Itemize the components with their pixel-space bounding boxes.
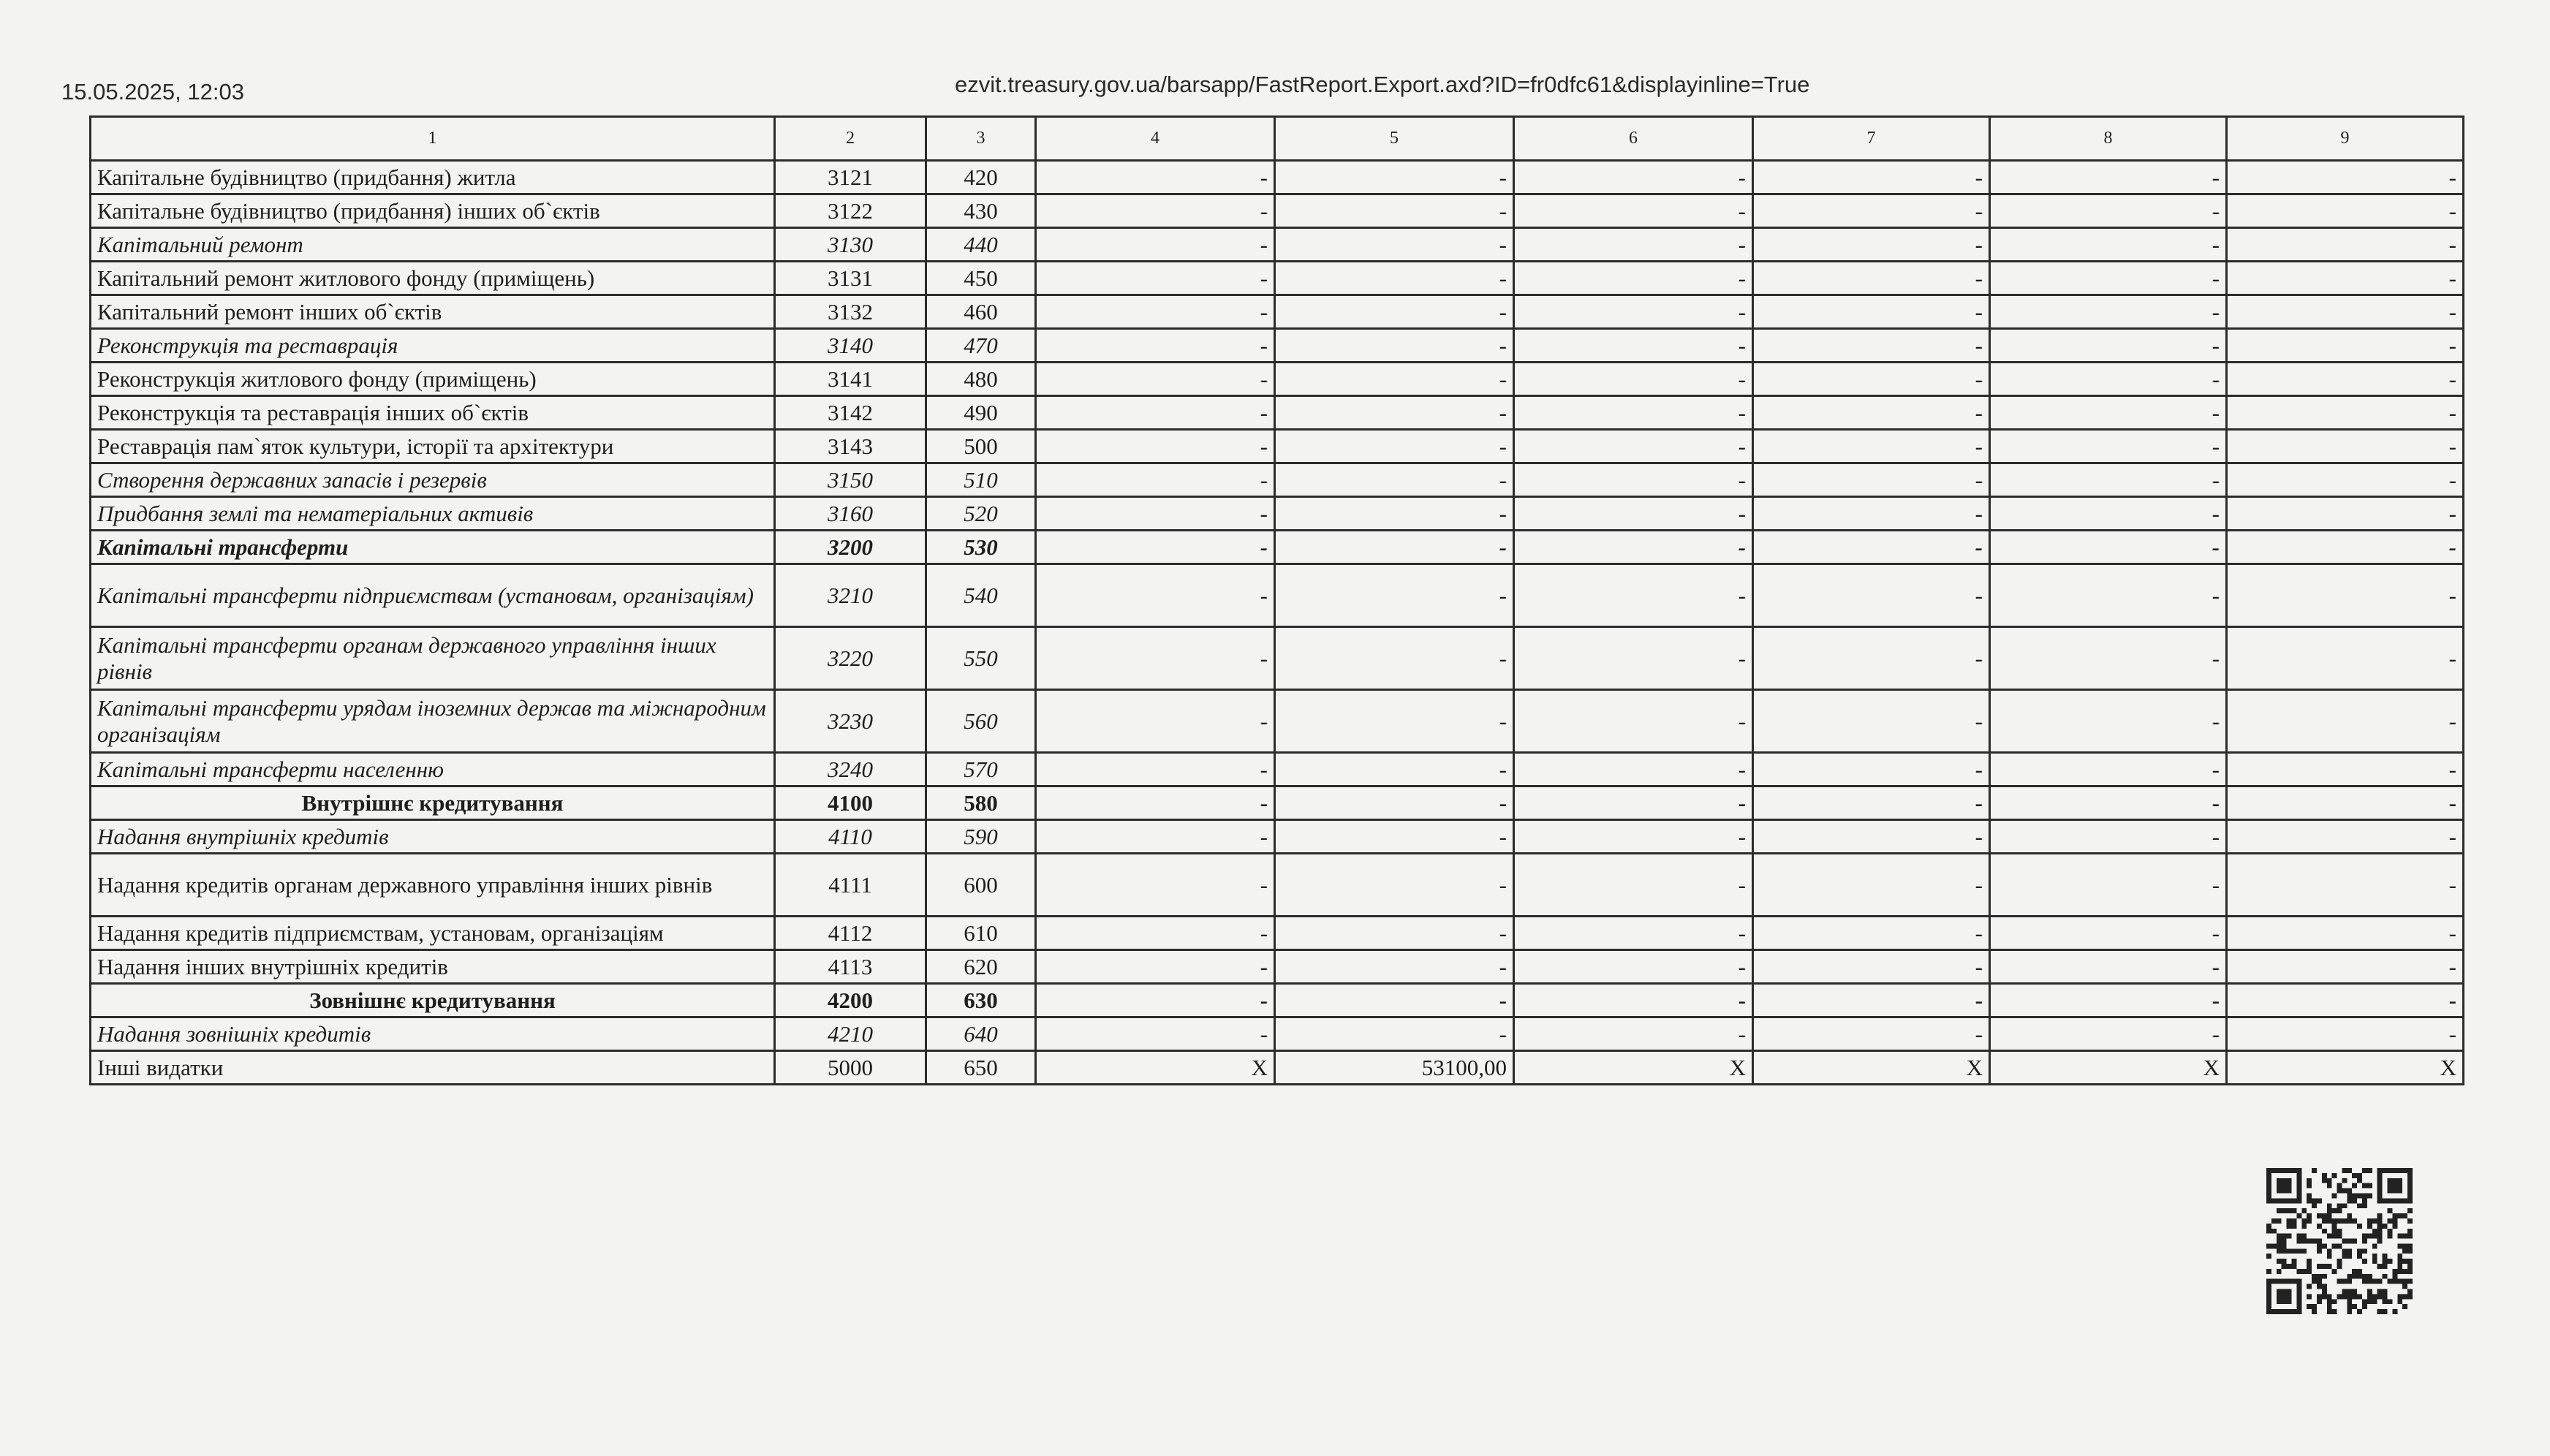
value-cell: -	[1036, 329, 1275, 363]
table-row	[91, 627, 2464, 690]
value-cell: -	[1753, 262, 1990, 295]
column-header: 7	[1753, 117, 1990, 161]
value-cell: -	[1990, 194, 2227, 228]
value-cell: -	[1753, 854, 1990, 917]
value-cell: -	[1514, 228, 1753, 262]
row-name: Надання інших внутрішніх кредитів	[91, 950, 775, 984]
value-cell: -	[1036, 531, 1275, 564]
row-name: Капітальні трансферти	[91, 531, 775, 564]
table-row	[91, 396, 2464, 430]
row-name: Надання внутрішніх кредитів	[91, 820, 775, 854]
value-cell: -	[1036, 497, 1275, 531]
table-row	[91, 690, 2464, 753]
value-cell: -	[1753, 820, 1990, 854]
row-number: 460	[926, 295, 1036, 329]
value-cell: -	[1036, 396, 1275, 430]
value-cell: -	[1514, 564, 1753, 627]
value-cell: -	[2227, 262, 2464, 295]
value-cell: -	[1036, 984, 1275, 1017]
value-cell: -	[2227, 854, 2464, 917]
row-code: 4100	[775, 786, 926, 820]
value-cell: -	[1753, 564, 1990, 627]
table-row	[91, 917, 2464, 950]
value-cell: -	[1036, 161, 1275, 194]
row-number: 430	[926, 194, 1036, 228]
table-row	[91, 262, 2464, 295]
row-name: Зовнішнє кредитування	[91, 984, 775, 1017]
value-cell: -	[1753, 984, 1990, 1017]
value-cell: -	[1275, 363, 1514, 396]
value-cell: -	[1990, 295, 2227, 329]
row-number: 620	[926, 950, 1036, 984]
row-number: 500	[926, 430, 1036, 463]
row-number: 650	[926, 1051, 1036, 1085]
value-cell: -	[1990, 363, 2227, 396]
row-code: 3160	[775, 497, 926, 531]
value-cell: -	[1990, 950, 2227, 984]
value-cell: -	[1514, 396, 1753, 430]
value-cell: -	[1990, 690, 2227, 753]
row-name: Надання кредитів органам державного управління інших рівнів	[91, 854, 775, 917]
column-header: 5	[1275, 117, 1514, 161]
column-header: 9	[2227, 117, 2464, 161]
row-code: 3141	[775, 363, 926, 396]
row-code: 3121	[775, 161, 926, 194]
value-cell: -	[1753, 194, 1990, 228]
value-cell: -	[2227, 627, 2464, 690]
value-cell: -	[1275, 430, 1514, 463]
value-cell: -	[1514, 329, 1753, 363]
row-number: 640	[926, 1017, 1036, 1051]
value-cell: -	[1753, 396, 1990, 430]
value-cell: -	[1036, 463, 1275, 497]
value-cell: -	[2227, 228, 2464, 262]
value-cell: -	[1753, 753, 1990, 786]
row-code: 3240	[775, 753, 926, 786]
value-cell: -	[2227, 396, 2464, 430]
value-cell: -	[1753, 690, 1990, 753]
value-cell: -	[1990, 262, 2227, 295]
row-code: 3230	[775, 690, 926, 753]
value-cell: -	[1036, 820, 1275, 854]
row-number: 610	[926, 917, 1036, 950]
value-cell: -	[1275, 984, 1514, 1017]
table-row	[91, 295, 2464, 329]
value-cell: -	[1036, 786, 1275, 820]
table-row	[91, 228, 2464, 262]
value-cell: -	[1036, 950, 1275, 984]
value-cell: -	[1990, 396, 2227, 430]
value-cell: -	[1036, 690, 1275, 753]
table-row	[91, 1017, 2464, 1051]
row-number: 480	[926, 363, 1036, 396]
value-cell: -	[1036, 194, 1275, 228]
value-cell: -	[1275, 753, 1514, 786]
column-number-row	[91, 117, 2464, 161]
row-code: 4111	[775, 854, 926, 917]
value-cell: -	[1990, 753, 2227, 786]
row-number: 630	[926, 984, 1036, 1017]
value-cell: -	[1275, 950, 1514, 984]
value-cell: -	[1514, 295, 1753, 329]
value-cell: X	[1036, 1051, 1275, 1085]
value-cell: -	[1514, 984, 1753, 1017]
row-code: 3122	[775, 194, 926, 228]
row-number: 510	[926, 463, 1036, 497]
row-number: 490	[926, 396, 1036, 430]
value-cell: -	[2227, 690, 2464, 753]
value-cell: -	[1036, 917, 1275, 950]
table-row	[91, 1051, 2464, 1085]
value-cell: -	[1514, 753, 1753, 786]
value-cell: 53100,00	[1275, 1051, 1514, 1085]
value-cell: -	[1514, 531, 1753, 564]
row-number: 470	[926, 329, 1036, 363]
page-header	[61, 72, 2474, 113]
table-row	[91, 984, 2464, 1017]
row-name: Придбання землі та нематеріальних активів	[91, 497, 775, 531]
value-cell: -	[1753, 786, 1990, 820]
value-cell: -	[1514, 161, 1753, 194]
value-cell: -	[1275, 228, 1514, 262]
row-number: 440	[926, 228, 1036, 262]
row-number: 580	[926, 786, 1036, 820]
row-name: Інші видатки	[91, 1051, 775, 1085]
row-name: Капітальні трансферти підприємствам (установам, організаціям)	[91, 564, 775, 627]
value-cell: -	[2227, 1017, 2464, 1051]
row-name: Капітальний ремонт інших об`єктів	[91, 295, 775, 329]
value-cell: -	[1036, 262, 1275, 295]
value-cell: -	[1990, 564, 2227, 627]
value-cell: -	[1036, 854, 1275, 917]
value-cell: -	[1514, 1017, 1753, 1051]
value-cell: -	[1753, 161, 1990, 194]
table-row	[91, 786, 2464, 820]
value-cell: -	[1514, 917, 1753, 950]
row-number: 530	[926, 531, 1036, 564]
value-cell: -	[1275, 820, 1514, 854]
row-code: 3210	[775, 564, 926, 627]
value-cell: -	[1275, 917, 1514, 950]
value-cell: -	[1753, 531, 1990, 564]
value-cell: -	[1036, 1017, 1275, 1051]
value-cell: -	[1753, 950, 1990, 984]
value-cell: -	[1990, 820, 2227, 854]
row-code: 4112	[775, 917, 926, 950]
report-body	[91, 161, 2464, 1085]
value-cell: -	[2227, 295, 2464, 329]
value-cell: -	[1275, 295, 1514, 329]
row-code: 3200	[775, 531, 926, 564]
value-cell: -	[2227, 463, 2464, 497]
row-code: 4113	[775, 950, 926, 984]
column-header: 3	[926, 117, 1036, 161]
value-cell: -	[1514, 627, 1753, 690]
value-cell: -	[1275, 531, 1514, 564]
report-table	[89, 115, 2464, 1085]
value-cell: -	[1036, 430, 1275, 463]
row-number: 420	[926, 161, 1036, 194]
row-name: Реконструкція та реставрація інших об`єктів	[91, 396, 775, 430]
row-number: 450	[926, 262, 1036, 295]
value-cell: -	[1514, 497, 1753, 531]
row-name: Надання зовнішніх кредитів	[91, 1017, 775, 1051]
value-cell: -	[1514, 194, 1753, 228]
table-row	[91, 194, 2464, 228]
value-cell: -	[1753, 295, 1990, 329]
row-code: 4200	[775, 984, 926, 1017]
row-code: 5000	[775, 1051, 926, 1085]
value-cell: -	[1275, 463, 1514, 497]
value-cell: -	[1990, 497, 2227, 531]
value-cell: -	[1514, 363, 1753, 396]
value-cell: -	[1990, 1017, 2227, 1051]
value-cell: -	[2227, 161, 2464, 194]
value-cell: -	[1990, 854, 2227, 917]
value-cell: -	[1275, 1017, 1514, 1051]
row-name: Капітальне будівництво (придбання) інших об`єктів	[91, 194, 775, 228]
row-name: Капітальні трансферти населенню	[91, 753, 775, 786]
value-cell: -	[1036, 753, 1275, 786]
row-name: Реконструкція та реставрація	[91, 329, 775, 363]
value-cell: -	[1275, 194, 1514, 228]
qr-code-icon	[2266, 1168, 2413, 1314]
row-number: 570	[926, 753, 1036, 786]
value-cell: -	[1514, 262, 1753, 295]
value-cell: -	[1753, 1017, 1990, 1051]
value-cell: -	[2227, 564, 2464, 627]
row-code: 3142	[775, 396, 926, 430]
value-cell: -	[2227, 753, 2464, 786]
column-header: 1	[91, 117, 775, 161]
row-number: 560	[926, 690, 1036, 753]
value-cell: -	[1753, 363, 1990, 396]
row-code: 3131	[775, 262, 926, 295]
table-row	[91, 753, 2464, 786]
row-code: 4110	[775, 820, 926, 854]
row-number: 600	[926, 854, 1036, 917]
row-code: 3132	[775, 295, 926, 329]
row-number: 540	[926, 564, 1036, 627]
value-cell: -	[1753, 627, 1990, 690]
value-cell: -	[2227, 786, 2464, 820]
value-cell: -	[1036, 627, 1275, 690]
value-cell: -	[1514, 854, 1753, 917]
value-cell: -	[2227, 917, 2464, 950]
value-cell: -	[1514, 690, 1753, 753]
value-cell: -	[1753, 228, 1990, 262]
value-cell: -	[1275, 329, 1514, 363]
value-cell: -	[1275, 396, 1514, 430]
row-code: 3140	[775, 329, 926, 363]
row-name: Капітальні трансферти урядам іноземних держав та міжнародним організаціям	[91, 690, 775, 753]
table-row	[91, 531, 2464, 564]
column-header: 6	[1514, 117, 1753, 161]
table-row	[91, 430, 2464, 463]
value-cell: -	[1990, 430, 2227, 463]
value-cell: -	[1275, 564, 1514, 627]
value-cell: -	[1990, 463, 2227, 497]
value-cell: -	[1753, 497, 1990, 531]
value-cell: -	[2227, 497, 2464, 531]
value-cell: -	[2227, 984, 2464, 1017]
value-cell: -	[1990, 627, 2227, 690]
value-cell: -	[2227, 194, 2464, 228]
value-cell: -	[1036, 564, 1275, 627]
value-cell: -	[1990, 917, 2227, 950]
value-cell: -	[1036, 363, 1275, 396]
value-cell: -	[1275, 627, 1514, 690]
print-datetime: 15.05.2025, 12:03	[61, 79, 244, 105]
value-cell: -	[1514, 950, 1753, 984]
source-url: ezvit.treasury.gov.ua/barsapp/FastReport.Export.axd?ID=fr0dfc61&displayinline=True	[955, 72, 1810, 97]
value-cell: -	[2227, 430, 2464, 463]
row-number: 590	[926, 820, 1036, 854]
value-cell: -	[1514, 786, 1753, 820]
value-cell: -	[1753, 329, 1990, 363]
value-cell: -	[1275, 786, 1514, 820]
row-number: 550	[926, 627, 1036, 690]
value-cell: -	[1275, 854, 1514, 917]
column-header: 2	[775, 117, 926, 161]
value-cell: -	[1990, 228, 2227, 262]
value-cell: -	[1990, 161, 2227, 194]
row-name: Капітальні трансферти органам державного управління інших рівнів	[91, 627, 775, 690]
value-cell: -	[2227, 820, 2464, 854]
value-cell: -	[1275, 497, 1514, 531]
row-code: 3220	[775, 627, 926, 690]
row-name: Надання кредитів підприємствам, установам, організаціям	[91, 917, 775, 950]
table-row	[91, 329, 2464, 363]
value-cell: -	[1990, 531, 2227, 564]
row-name: Реконструкція житлового фонду (приміщень)	[91, 363, 775, 396]
row-name: Капітальний ремонт	[91, 228, 775, 262]
value-cell: -	[1275, 262, 1514, 295]
value-cell: X	[1514, 1051, 1753, 1085]
value-cell: X	[1990, 1051, 2227, 1085]
value-cell: -	[1990, 329, 2227, 363]
table-row	[91, 854, 2464, 917]
value-cell: -	[1753, 917, 1990, 950]
table-row	[91, 161, 2464, 194]
row-code: 4210	[775, 1017, 926, 1051]
table-row	[91, 950, 2464, 984]
value-cell: -	[1990, 984, 2227, 1017]
row-name: Реставрація пам`яток культури, історії та архітектури	[91, 430, 775, 463]
row-number: 520	[926, 497, 1036, 531]
value-cell: -	[1514, 463, 1753, 497]
row-name: Внутрішнє кредитування	[91, 786, 775, 820]
value-cell: -	[2227, 950, 2464, 984]
value-cell: -	[2227, 329, 2464, 363]
row-code: 3143	[775, 430, 926, 463]
table-row	[91, 463, 2464, 497]
value-cell: -	[1036, 228, 1275, 262]
value-cell: -	[1753, 463, 1990, 497]
row-name: Капітальне будівництво (придбання) житла	[91, 161, 775, 194]
value-cell: -	[1990, 786, 2227, 820]
value-cell: -	[1753, 430, 1990, 463]
value-cell: X	[2227, 1051, 2464, 1085]
table-row	[91, 564, 2464, 627]
value-cell: -	[1036, 295, 1275, 329]
table-row	[91, 497, 2464, 531]
row-code: 3150	[775, 463, 926, 497]
value-cell: -	[1514, 820, 1753, 854]
value-cell: -	[2227, 363, 2464, 396]
column-header: 8	[1990, 117, 2227, 161]
value-cell: -	[1275, 690, 1514, 753]
table-row	[91, 363, 2464, 396]
value-cell: -	[1514, 430, 1753, 463]
table-row	[91, 820, 2464, 854]
value-cell: -	[1275, 161, 1514, 194]
row-name: Створення державних запасів і резервів	[91, 463, 775, 497]
value-cell: X	[1753, 1051, 1990, 1085]
row-name: Капітальний ремонт житлового фонду (приміщень)	[91, 262, 775, 295]
value-cell: -	[2227, 531, 2464, 564]
row-code: 3130	[775, 228, 926, 262]
column-header: 4	[1036, 117, 1275, 161]
